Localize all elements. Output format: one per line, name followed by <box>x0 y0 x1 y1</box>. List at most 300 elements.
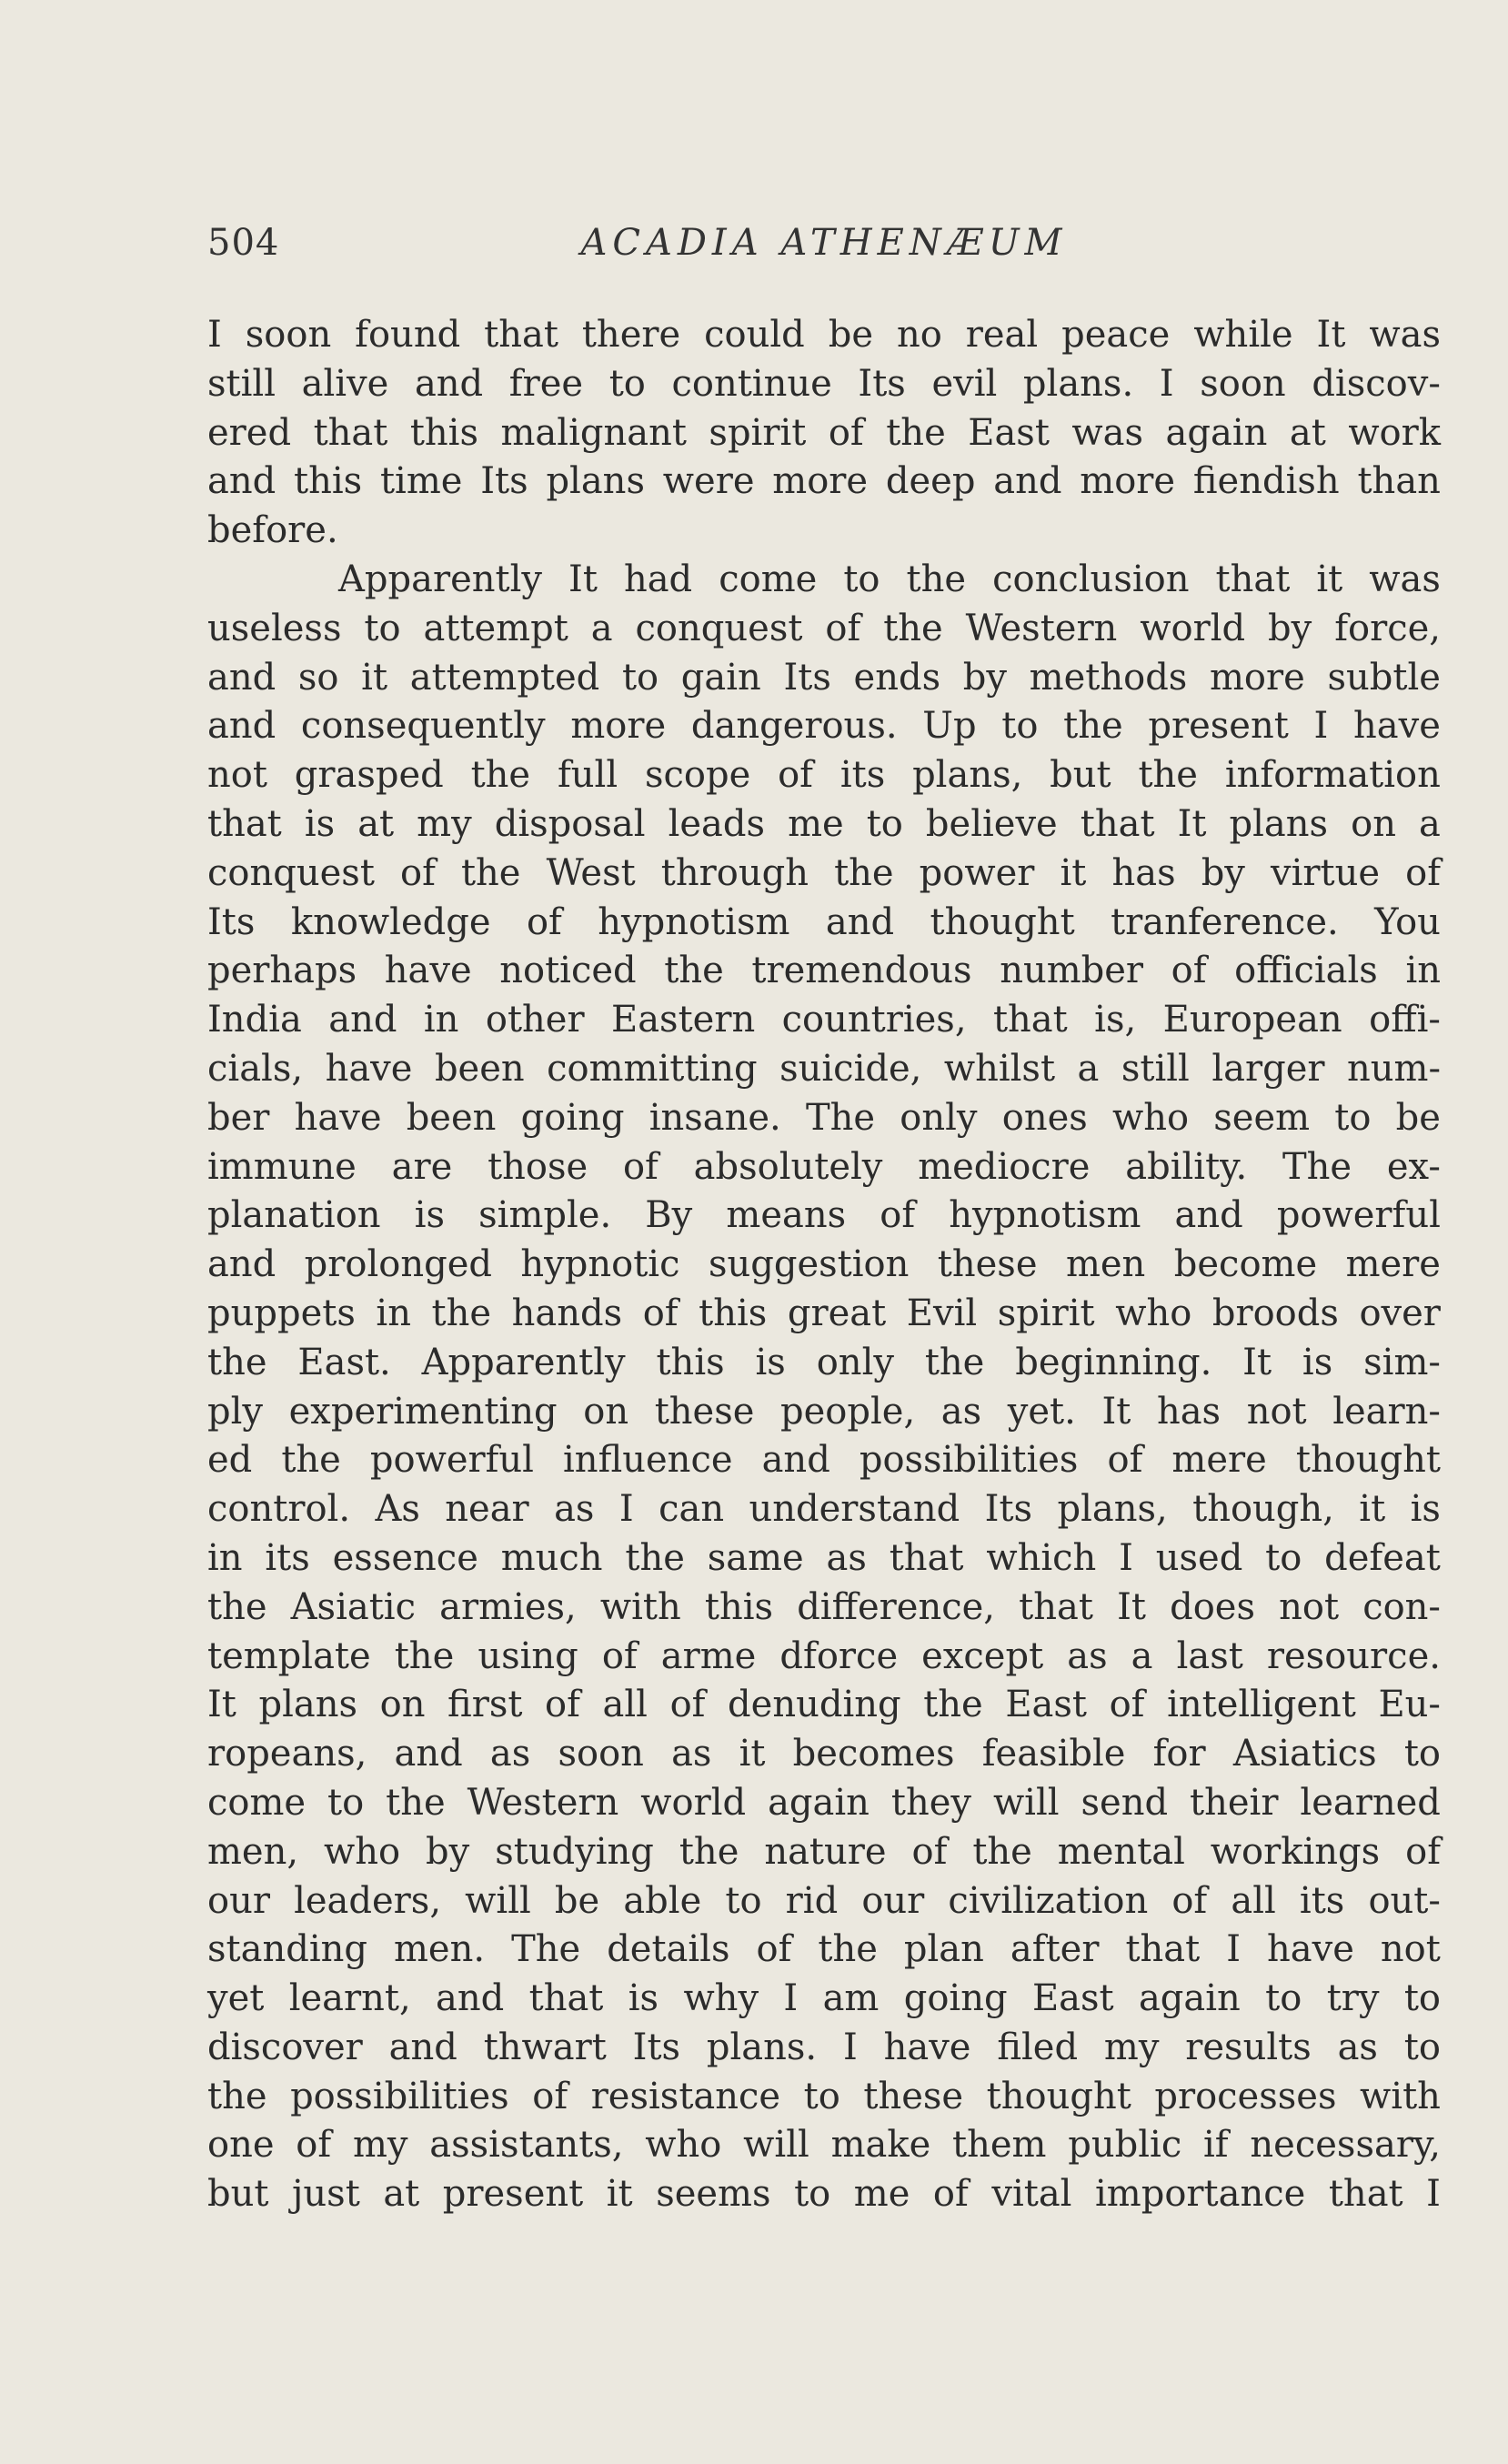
word: with <box>1360 2075 1441 2117</box>
word: out- <box>1368 1879 1441 1922</box>
word: puppets <box>207 1292 356 1334</box>
word: has <box>1156 1390 1221 1433</box>
word: real <box>965 314 1039 356</box>
text-line <box>207 947 1441 996</box>
text-line <box>207 458 1441 507</box>
word: a <box>1419 802 1441 845</box>
word: tremendous <box>751 950 972 992</box>
word: seems <box>656 2173 771 2216</box>
word: not <box>1246 1390 1307 1433</box>
text-line <box>207 1877 1441 1926</box>
word: my <box>417 802 472 845</box>
word: feasible <box>981 1733 1126 1775</box>
word: using <box>478 1634 578 1677</box>
word: near <box>445 1488 529 1531</box>
word: and <box>207 705 276 748</box>
word: of <box>1107 1439 1143 1482</box>
word: Its <box>783 656 831 699</box>
word: the <box>394 1634 455 1677</box>
word: my <box>352 2124 408 2167</box>
text-line <box>207 1339 1441 1388</box>
word: I <box>783 1977 799 2020</box>
word: yet. <box>1007 1390 1076 1433</box>
word: mental <box>1057 1830 1185 1873</box>
word: by <box>426 1830 470 1873</box>
word: free <box>508 362 584 405</box>
word: our <box>861 1879 925 1922</box>
word: its <box>839 754 886 797</box>
word: seem <box>1213 1096 1311 1139</box>
word: of <box>756 1928 792 1971</box>
word: will <box>992 1781 1060 1824</box>
word: in <box>1405 950 1441 992</box>
word: have <box>1353 705 1441 748</box>
word: denuding <box>728 1684 901 1726</box>
word: present <box>442 2173 584 2216</box>
word: why <box>683 1977 759 2020</box>
word: processes <box>1154 2075 1337 2117</box>
word: I <box>1313 705 1329 748</box>
word: possibilities <box>290 2075 509 2117</box>
word: in <box>207 1536 243 1579</box>
word: the <box>924 1341 985 1383</box>
word: tranference. <box>1111 900 1339 943</box>
word: is <box>414 1194 446 1237</box>
text-line <box>207 1534 1441 1584</box>
word: Its <box>480 460 528 503</box>
word: to <box>1265 1977 1302 2020</box>
text-line <box>207 899 1441 948</box>
word: at <box>357 802 395 845</box>
word: before. <box>207 509 338 552</box>
word: dforce <box>779 1634 899 1677</box>
word: thought <box>986 2075 1131 2117</box>
word: resource. <box>1266 1634 1441 1677</box>
word: planation <box>207 1194 381 1237</box>
word: more <box>772 460 869 503</box>
word: officials <box>1234 950 1378 992</box>
word: as <box>489 1733 531 1775</box>
word: their <box>1190 1781 1279 1824</box>
word: I <box>1159 362 1174 405</box>
word: of <box>532 2075 568 2117</box>
word: and <box>207 1243 276 1286</box>
word: I <box>842 2026 858 2068</box>
word: and <box>207 656 276 699</box>
word: in <box>376 1292 411 1334</box>
word: East <box>968 411 1050 454</box>
word: that <box>1019 1585 1093 1628</box>
word: men. <box>393 1928 486 1971</box>
page-number: 504 <box>207 222 280 264</box>
word: soon <box>245 314 332 356</box>
word: been <box>406 1096 497 1139</box>
word: conquest <box>635 607 803 649</box>
word: arme <box>660 1634 757 1677</box>
word: of <box>601 1634 638 1677</box>
word: beginning. <box>1015 1341 1212 1383</box>
word: spirit <box>997 1292 1095 1334</box>
word: first <box>447 1684 523 1726</box>
word: the <box>679 1830 739 1873</box>
word: workings <box>1210 1830 1381 1873</box>
word: this <box>409 411 478 454</box>
word: not <box>207 754 267 797</box>
word: our <box>207 1879 270 1922</box>
word: hands <box>511 1292 623 1334</box>
word: was <box>1369 558 1441 600</box>
word: was <box>1071 411 1144 454</box>
word: India <box>207 999 302 1041</box>
word: Its <box>207 900 256 943</box>
word: grasped <box>294 754 444 797</box>
word: it <box>1060 851 1087 894</box>
word: By <box>645 1194 693 1237</box>
word: it <box>361 656 388 699</box>
text-line <box>207 1485 1441 1534</box>
word: people, <box>780 1390 916 1433</box>
word: of <box>296 2124 332 2167</box>
word: ply <box>207 1390 263 1433</box>
word: found <box>355 314 461 356</box>
word: ability. <box>1125 1145 1248 1188</box>
word: of <box>545 1684 580 1726</box>
word: men, <box>207 1830 299 1873</box>
word: could <box>704 314 805 356</box>
word: and <box>761 1439 830 1482</box>
text-line <box>207 311 1441 360</box>
word: ends <box>853 656 941 699</box>
word: gain <box>680 656 761 699</box>
word: of <box>669 1684 706 1726</box>
word: possibilities <box>859 1439 1079 1482</box>
word: much <box>500 1536 603 1579</box>
word: to <box>1403 2026 1441 2068</box>
word: does <box>1170 1585 1255 1628</box>
text-line <box>207 1828 1441 1877</box>
word: plan <box>903 1928 984 1971</box>
word: disposal <box>494 802 646 845</box>
text-line <box>207 1926 1441 1975</box>
word: committing <box>547 1047 758 1090</box>
word: Western <box>965 607 1118 649</box>
word: still <box>207 362 276 405</box>
word: Eu- <box>1378 1684 1441 1726</box>
word: had <box>623 558 693 600</box>
word: while <box>1193 314 1293 356</box>
text-line <box>207 556 1441 605</box>
word: work <box>1348 411 1441 454</box>
word: of <box>1109 1684 1145 1726</box>
word: the <box>460 851 521 894</box>
word: the <box>972 1830 1032 1873</box>
word: and <box>825 900 895 943</box>
word: attempted <box>409 656 600 699</box>
word: cials, <box>207 1047 304 1090</box>
word: is <box>628 1977 659 2020</box>
text-line <box>207 2024 1441 2073</box>
word: in <box>423 999 459 1041</box>
word: of <box>399 851 436 894</box>
word: this <box>704 1585 774 1628</box>
word: noticed <box>499 950 637 992</box>
word: to <box>1001 705 1039 748</box>
word: knowledge <box>290 900 491 943</box>
word: and <box>394 1733 463 1775</box>
word: that <box>1328 2173 1403 2216</box>
word: leaders, <box>294 1879 442 1922</box>
text-line <box>207 850 1441 899</box>
running-title: ACADIA ATHENÆUM <box>580 222 1068 264</box>
word: Its <box>984 1488 1033 1531</box>
word: on <box>379 1684 426 1726</box>
word: with <box>599 1585 681 1628</box>
word: by <box>962 656 1007 699</box>
word: but <box>1050 754 1111 797</box>
word: learned <box>1300 1781 1441 1824</box>
word: again <box>1138 1977 1241 2020</box>
word: have <box>325 1047 413 1090</box>
word: more <box>570 705 667 748</box>
word: have <box>384 950 472 992</box>
word: these <box>937 1243 1038 1286</box>
word: of <box>1405 851 1441 894</box>
word: that <box>1215 558 1291 600</box>
text-line <box>207 1681 1441 1730</box>
word: as <box>671 1733 712 1775</box>
text-line <box>207 1436 1441 1485</box>
text-line <box>207 654 1441 703</box>
word: necessary, <box>1250 2124 1441 2167</box>
word: that <box>889 1536 964 1579</box>
word: the <box>281 1439 341 1482</box>
word: am <box>822 1977 880 2020</box>
word: insane. <box>648 1096 781 1139</box>
word: immune <box>207 1145 357 1188</box>
word: and <box>1174 1194 1243 1237</box>
word: same <box>707 1536 804 1579</box>
word: to <box>364 607 401 649</box>
word: to <box>608 362 646 405</box>
word: Up <box>922 705 977 748</box>
word: Its <box>632 2026 681 2068</box>
word: is <box>304 802 336 845</box>
word: come <box>719 558 818 600</box>
word: the <box>207 1341 267 1383</box>
word: going <box>520 1096 625 1139</box>
word: of <box>622 1145 658 1188</box>
word: not <box>1380 1928 1441 1971</box>
word: that <box>313 411 388 454</box>
word: the <box>886 411 946 454</box>
word: experimenting <box>288 1390 558 1433</box>
text-line <box>207 1192 1441 1241</box>
word: who <box>324 1830 401 1873</box>
word: all <box>1231 1879 1276 1922</box>
word: come <box>207 1781 307 1824</box>
text-line <box>207 1975 1441 2024</box>
word: send <box>1081 1781 1169 1824</box>
word: plans <box>546 460 645 503</box>
word: a <box>590 607 613 649</box>
word: has <box>1111 851 1176 894</box>
word: plans, <box>912 754 1023 797</box>
word: I <box>1119 1536 1133 1579</box>
word: at <box>383 2173 420 2216</box>
word: to <box>621 656 659 699</box>
word: armies, <box>439 1585 577 1628</box>
word: time <box>379 460 463 503</box>
word: yet <box>207 1977 265 2020</box>
word: mediocre <box>918 1145 1091 1188</box>
word: hypnotism <box>949 1194 1141 1237</box>
word: alive <box>301 362 389 405</box>
word: the <box>470 754 531 797</box>
word: information <box>1224 754 1441 797</box>
text-line <box>207 751 1441 800</box>
word: vital <box>991 2173 1072 2216</box>
word: have <box>294 1096 382 1139</box>
word: who <box>1111 1096 1190 1139</box>
word: able <box>623 1879 702 1922</box>
word: ropeans, <box>207 1733 367 1775</box>
word: the <box>207 2075 267 2117</box>
word: filed <box>997 2026 1079 2068</box>
word: becomes <box>792 1733 955 1775</box>
word: the <box>883 607 943 649</box>
text-line <box>207 1388 1441 1437</box>
word: prolonged <box>304 1243 492 1286</box>
text-line <box>207 1779 1441 1828</box>
word: I <box>618 1488 634 1531</box>
word: me <box>788 802 844 845</box>
text-line <box>207 1584 1441 1633</box>
word: as <box>554 1488 595 1531</box>
word: of <box>1171 950 1207 992</box>
word: to <box>725 1879 762 1922</box>
word: plans <box>258 1684 358 1726</box>
word: not <box>1279 1585 1340 1628</box>
word: essence <box>332 1536 478 1579</box>
word: these <box>863 2075 964 2117</box>
word: have <box>883 2026 971 2068</box>
word: understand <box>749 1488 960 1531</box>
word: is <box>1302 1341 1333 1383</box>
word: who <box>645 2124 722 2167</box>
word: fiendish <box>1192 460 1340 503</box>
word: this <box>699 1292 768 1334</box>
word: the <box>818 1928 878 1971</box>
word: they <box>890 1781 971 1824</box>
word: of <box>526 900 562 943</box>
word: attempt <box>423 607 568 649</box>
word: so <box>297 656 339 699</box>
word: I <box>207 314 222 356</box>
word: of <box>642 1292 679 1334</box>
word: results <box>1185 2026 1312 2068</box>
word: for <box>1152 1733 1206 1775</box>
word: studying <box>495 1830 654 1873</box>
word: used <box>1155 1536 1243 1579</box>
word: the <box>834 851 894 894</box>
word: conclusion <box>992 558 1190 600</box>
word: if <box>1203 2124 1229 2167</box>
text-line <box>207 507 1441 556</box>
word: full <box>557 754 618 797</box>
text-line <box>207 702 1441 751</box>
word: though, <box>1192 1488 1334 1531</box>
word: consequently <box>300 705 546 748</box>
word: means <box>726 1194 847 1237</box>
word: going <box>903 1977 1008 2020</box>
word: of <box>932 2173 969 2216</box>
word: thought <box>1295 1439 1441 1482</box>
word: will <box>743 2124 809 2167</box>
word: the <box>625 1536 685 1579</box>
word: it <box>606 2173 633 2216</box>
word: It <box>207 1684 236 1726</box>
word: through <box>660 851 809 894</box>
word: offi- <box>1369 999 1441 1041</box>
word: number <box>1000 950 1144 992</box>
word: that <box>484 314 558 356</box>
word: were <box>662 460 755 503</box>
word: malignant <box>500 411 687 454</box>
word: me <box>853 2173 910 2216</box>
word: great <box>787 1292 887 1334</box>
text-line <box>207 996 1441 1045</box>
text-line <box>207 2170 1441 2219</box>
word: simple. <box>478 1194 612 1237</box>
word: conquest <box>207 851 375 894</box>
word: again <box>1165 411 1268 454</box>
word: will <box>465 1879 531 1922</box>
word: deep <box>885 460 976 503</box>
word: thwart <box>483 2026 607 2068</box>
word: again <box>768 1781 870 1824</box>
word: of <box>1171 1879 1208 1922</box>
word: on <box>1351 802 1396 845</box>
word: over <box>1359 1292 1441 1334</box>
word: the <box>1063 705 1123 748</box>
word: it <box>1316 558 1343 600</box>
word: which <box>986 1536 1097 1579</box>
word: one <box>207 2124 275 2167</box>
word: of <box>778 754 813 797</box>
text-line <box>207 360 1441 409</box>
word: of <box>911 1830 948 1873</box>
word: mere <box>1345 1243 1441 1286</box>
word: as <box>826 1536 867 1579</box>
word: it <box>739 1733 766 1775</box>
page-header <box>207 222 1441 277</box>
word: learn- <box>1332 1390 1441 1433</box>
word: become <box>1173 1243 1318 1286</box>
word: West <box>546 851 636 894</box>
word: scope <box>644 754 751 797</box>
word: this <box>294 460 363 503</box>
word: that <box>1080 802 1155 845</box>
word: num- <box>1346 1047 1441 1090</box>
word: and <box>388 2026 457 2068</box>
word: It <box>1316 314 1346 356</box>
word: there <box>581 314 681 356</box>
text-line <box>207 1045 1441 1094</box>
word: after <box>1010 1928 1100 1971</box>
word: no <box>896 314 942 356</box>
word: the <box>923 1684 983 1726</box>
word: defeat <box>1324 1536 1441 1579</box>
